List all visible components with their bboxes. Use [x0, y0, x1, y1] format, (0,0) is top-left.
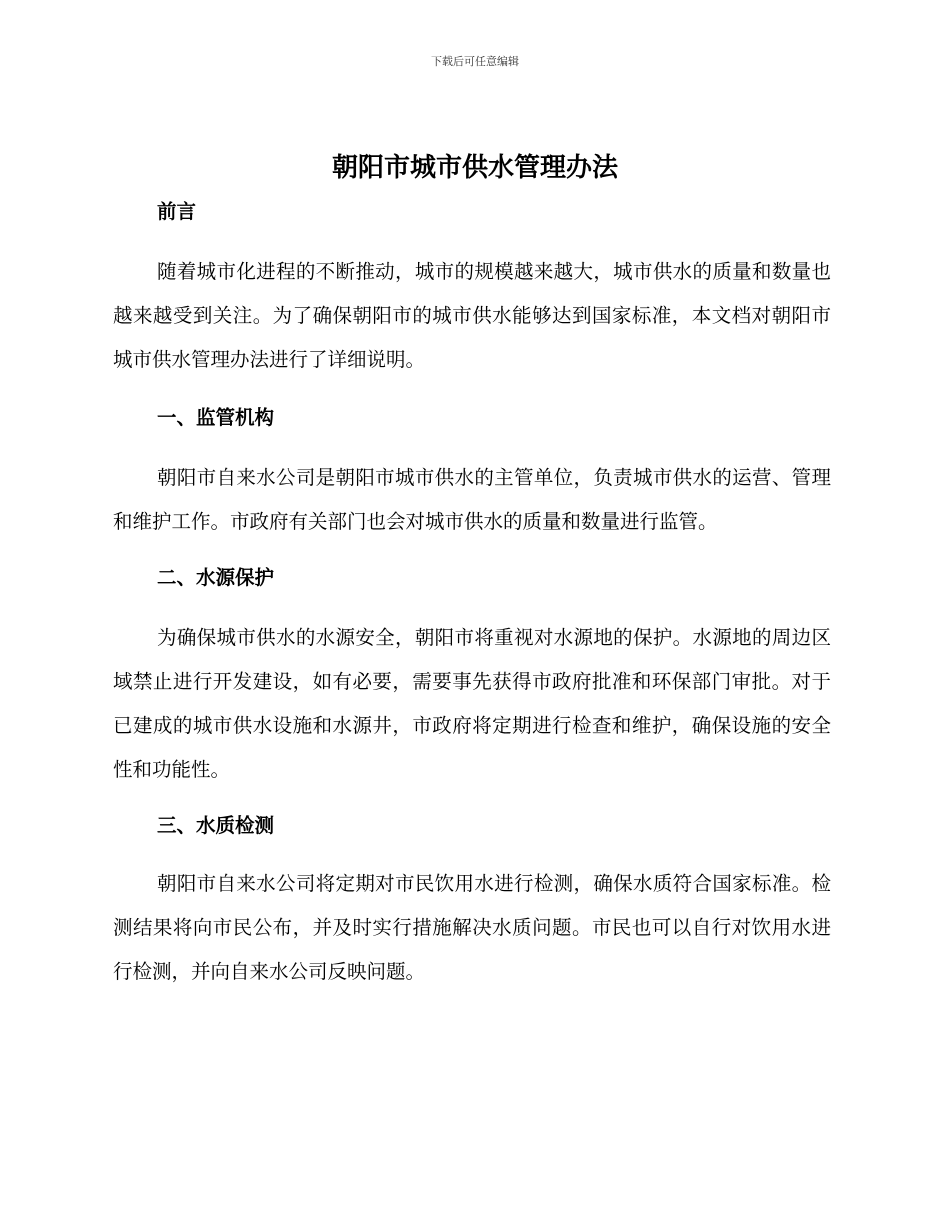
section-heading-preface: 前言 — [157, 200, 197, 223]
document-body — [113, 196, 831, 994]
section-heading-supervision: 一、监管机构 — [157, 406, 275, 429]
section-heading-water-quality: 三、水质检测 — [157, 814, 275, 837]
section-paragraph-water-source: 为确保城市供水的水源安全，朝阳市将重视对水源地的保护。水源地的周边区域禁止进行开发建设，如有必要，需要事先获得市政府批准和环保部门审批。对于已建成的城市供水设施和水源井，市政府将定期进行检查和维护，确保设施的安全性和功能性。 — [113, 626, 831, 781]
section-heading-water-source: 二、水源保护 — [157, 566, 275, 589]
section-paragraph-supervision: 朝阳市自来水公司是朝阳市城市供水的主管单位，负责城市供水的运营、管理和维护工作。市政府有关部门也会对城市供水的质量和数量进行监管。 — [113, 466, 831, 533]
section-paragraph-water-quality: 朝阳市自来水公司将定期对市民饮用水进行检测，确保水质符合国家标准。检测结果将向市民公布，并及时实行措施解决水质问题。市民也可以自行对饮用水进行检测，并向自来水公司反映问题。 — [113, 872, 831, 983]
document-title: 朝阳市城市供水管理办法 — [331, 153, 618, 183]
page-header-note: 下载后可任意编辑 — [431, 55, 519, 68]
section-paragraph-preface: 随着城市化进程的不断推动，城市的规模越来越大，城市供水的质量和数量也越来越受到关注。为了确保朝阳市的城市供水能够达到国家标准，本文档对朝阳市城市供水管理办法进行了详细说明。 — [113, 260, 831, 371]
